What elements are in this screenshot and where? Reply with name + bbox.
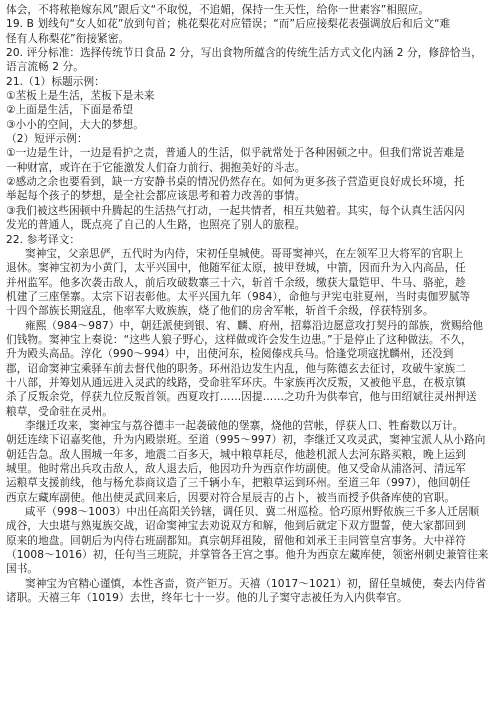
text-line: 举起每个孩子的梦想，是全社会都应该思考和着力改善的事情。 [6,190,306,203]
text-line: ③小小的空间，大大的梦想。 [6,118,144,131]
text-line: ②上面是生活，下面是希望 [6,104,134,117]
text-line: 机建了三座堡寨。太宗下诏表彰他。太平兴国九年（984），命他与尹宪屯驻夏州，当时夷伽罗腻等 [6,290,471,303]
text-line: 雍熙（984～987）中，朝廷派使到银、宥、麟、府州，招募沿边愿意攻打契丹的部族，赏赐给他 [25,319,484,332]
text-line: 成谷，大虫堪与熟嵬族交战，诏命窦神宝去劝说双方和解，他到后就定下双方盟誓，使大家都回到 [6,520,466,533]
text-line: 发光的普通人，既点亮了自己的人生路，也照亮了别人的旅程。 [6,219,306,232]
text-line: 一种财富，或许在于它能激发人们奋力前行、拥抱美好的斗志。 [6,161,306,174]
text-line: 退休。窦神宝初为小黄门，太平兴国中，他随军征太原，披甲登城，中箭，因而升为入内高品，任 [6,262,466,275]
text-line: 窦神宝为官精心谨慎，本性吝啬，资产钜万。天禧（1017～1021）初，留任皇城使，奏去内侍省 [25,577,487,590]
text-line: 诸职。天禧三年（1019）去世，终年七十一岁。他的儿子窦守志被任为入内供奉官。 [6,592,408,605]
text-line: 粮草，受命驻在灵州。 [6,405,113,418]
text-line: 杀了反叛余党，俘获九位反叛首领。西夏攻打……因提……之功升为供奉官，他与田绍斌往灵州押送 [6,391,477,404]
text-line: 李继迁攻来，窦神宝与荔谷德丰一起袭破他的堡寨，烧他的营帐，俘获人口、牲畜数以万计。 [25,419,464,432]
text-line: 们钱物。窦神宝上奏说：“这些人狼子野心，这样做或许会发生边患。”于是停止了这种做法。不久， [6,333,472,346]
text-line: ②感动之余也要看到，缺一方安静书桌的情况仍然存在。如何为更多孩子营造更良好成长环境，托 [6,176,465,189]
text-line: 体会，不将秾艳嫁东风”跟后文“不取悦，不追媚，保持一生天性，给你一世素容”相照应。 [6,4,430,16]
text-line: 咸平（998～1003）中出任高阳关钤辖，调任贝、冀二州巡检。恰巧原州野侬族三千多人迁居顺 [25,506,480,519]
text-line: 运粮草支援前线，他与杨允恭商议造了三千辆小车，把粮草运到环州。至道三年（997），他回朝任 [6,477,471,490]
text-line: 十八部，并筹划从通远进入灵武的线路，受命驻军环庆。牛家族再次反叛，又被他平息，在极京镇 [6,376,466,389]
text-line: 并州监军。他多次袭击敌人，前后攻破数寨三十六，斩首千余级，缴获大量铠甲、牛马、骆驼，趁 [6,276,466,289]
text-line: 原来的地盘。回朝后为内侍右班副都知。真宗朝拜祖陵，留他和刘承王圭同管皇宫事务。大中祥符 [6,534,466,547]
text-line: （2）短评示例： [6,133,88,146]
text-line: 郡，诏命窦神宝乘驿车前去督代他的职务。环州沿边发生内乱，他与陈德玄去征讨，攻破牛家族二 [6,362,466,375]
text-line: 国书。 [6,563,39,576]
text-line: 语言流畅 2 分。 [6,61,84,74]
text-line: 升为殿头高品。淳化（990～994）中，出使河东，检阅傣戍兵马。恰逢党项寇扰麟州，还没到 [6,348,454,361]
text-line: 21.（1）标题示例： [6,75,105,88]
text-line: （1008～1016）初，任句当三班院，并掌管各王宫之事。他升为西京左藏库使，领密州刺史兼管往来 [6,549,489,562]
text-line: 怪有人称梨花”衔接紧密。 [6,32,130,45]
text-line: 十四个部族长期寇乱，他率军大败族族，烧了他们的房舍军帐，斩首千余级，俘获特别多。 [6,305,434,318]
text-line: 22. 参考译文： [6,233,81,246]
text-line: ③我们被这些困顿中升腾起的生活热气打动，一起共情者，相互共勉着。其实，每个认真生活闪闪 [6,204,465,217]
text-line: ①一边是生计，一边是看护之责，普通人的生活，似乎就常处于各种困顿之中。但我们常说苦难是 [6,147,465,160]
text-line: 19. B 划线句“女人如花”放到句首；桃花梨花对应错误；“而”后应接梨花表强调放后和后文“难 [6,18,451,31]
text-line: 城里。他时常出兵攻击敌人，敌人退去后，他因功升为西京作坊副使。他又受命从浦洛河、清远军 [6,463,466,475]
text-line: 20. 评分标准：选择传统节日食品 2 分，写出食物所蕴含的传统生活方式文化内涵 2 分，修辞恰当， [6,47,482,60]
text-line: ①苤板上是生活，苤板下是未来 [6,90,155,103]
text-line: 窦神宝，父亲思俨，五代时为内侍，宋初任皇城使。哥哥窦神兴，在左领军卫大将军的官职上 [25,247,464,260]
text-line: 西京左藏库副使。他出使灵武回来后，因要对符合星辰吉的占卜，被当而授予供备库使的官职。 [6,491,456,504]
text-line: 朝廷告急。敌人围城一年多，地震二百多天，城中粮草耗尽，他趁机派人去河东路买粮，晚上运到 [6,448,466,461]
text-line: 朝廷连续下诏嘉奖他，升为内殿崇班。至道（995～997）初，李继迁又攻灵武，窦神宝派人从小路向 [6,434,486,447]
